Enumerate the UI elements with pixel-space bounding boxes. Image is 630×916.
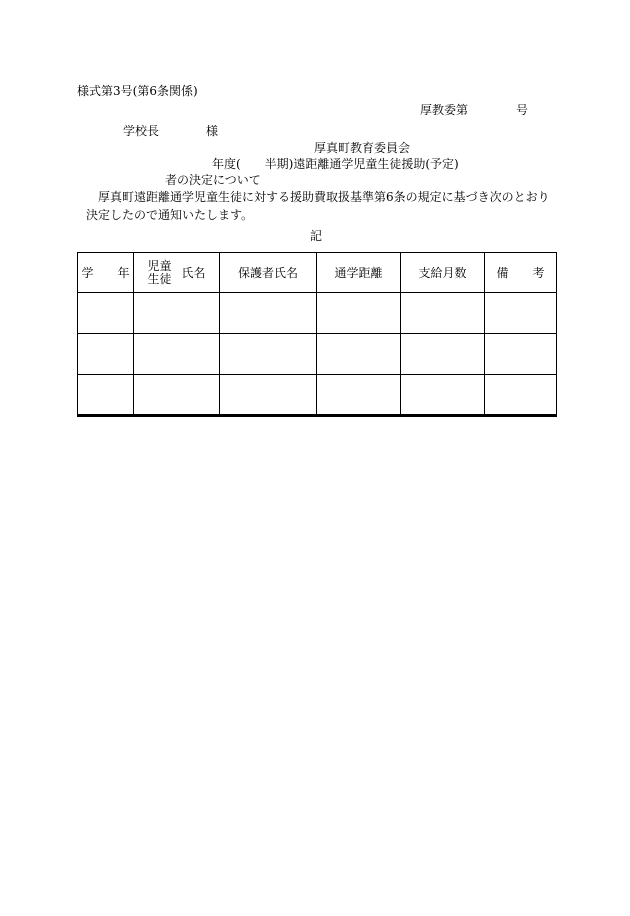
table-cell (401, 293, 485, 334)
header-grade: 学 年 (78, 253, 134, 293)
ki-heading: 記 (310, 229, 323, 243)
reference-prefix: 厚教委第 (420, 103, 469, 117)
header-remarks: 備 考 (485, 253, 557, 293)
table-cell (78, 334, 134, 375)
table-cell (78, 375, 134, 416)
body-line-1: 厚真町遠距離通学児童生徒に対する援助費取扱基準第6条の規定に基づき次のとおり (98, 190, 550, 204)
table-cell (317, 293, 401, 334)
header-distance: 通学距離 (317, 253, 401, 293)
body-line-2: 決定したので通知いたします。 (86, 208, 254, 222)
table-cell (317, 375, 401, 416)
table-cell (134, 334, 220, 375)
addressee-title: 学校長 (123, 124, 160, 138)
table-cell (220, 375, 317, 416)
table-cell (401, 334, 485, 375)
table-row (78, 375, 557, 416)
table-row (78, 293, 557, 334)
header-months: 支給月数 (401, 253, 485, 293)
table-cell (220, 334, 317, 375)
table-cell (220, 293, 317, 334)
form-number: 様式第3号(第6条関係) (77, 84, 198, 98)
header-student-top: 児童 (147, 258, 172, 273)
header-student-bottom: 生徒 (147, 271, 172, 286)
addressee-honorific: 様 (206, 124, 219, 138)
notification-table (77, 252, 557, 417)
table-cell (134, 375, 220, 416)
table-cell (485, 293, 557, 334)
table-cell (134, 293, 220, 334)
table-cell (485, 375, 557, 416)
table-cell (485, 334, 557, 375)
table-cell (317, 334, 401, 375)
table-header-row (78, 253, 557, 293)
issuer-name: 厚真町教育委員会 (314, 141, 411, 155)
subject-line-1: 年度( 半期)遠距離通学児童生徒援助(予定) (212, 157, 459, 171)
header-student-name-label: 氏名 (181, 266, 206, 280)
table-row (78, 334, 557, 375)
header-student-name (134, 253, 220, 293)
subject-line-2: 者の決定について (165, 173, 261, 187)
table-cell (401, 375, 485, 416)
table-cell (78, 293, 134, 334)
reference-suffix: 号 (516, 103, 529, 117)
header-guardian: 保護者氏名 (220, 253, 317, 293)
